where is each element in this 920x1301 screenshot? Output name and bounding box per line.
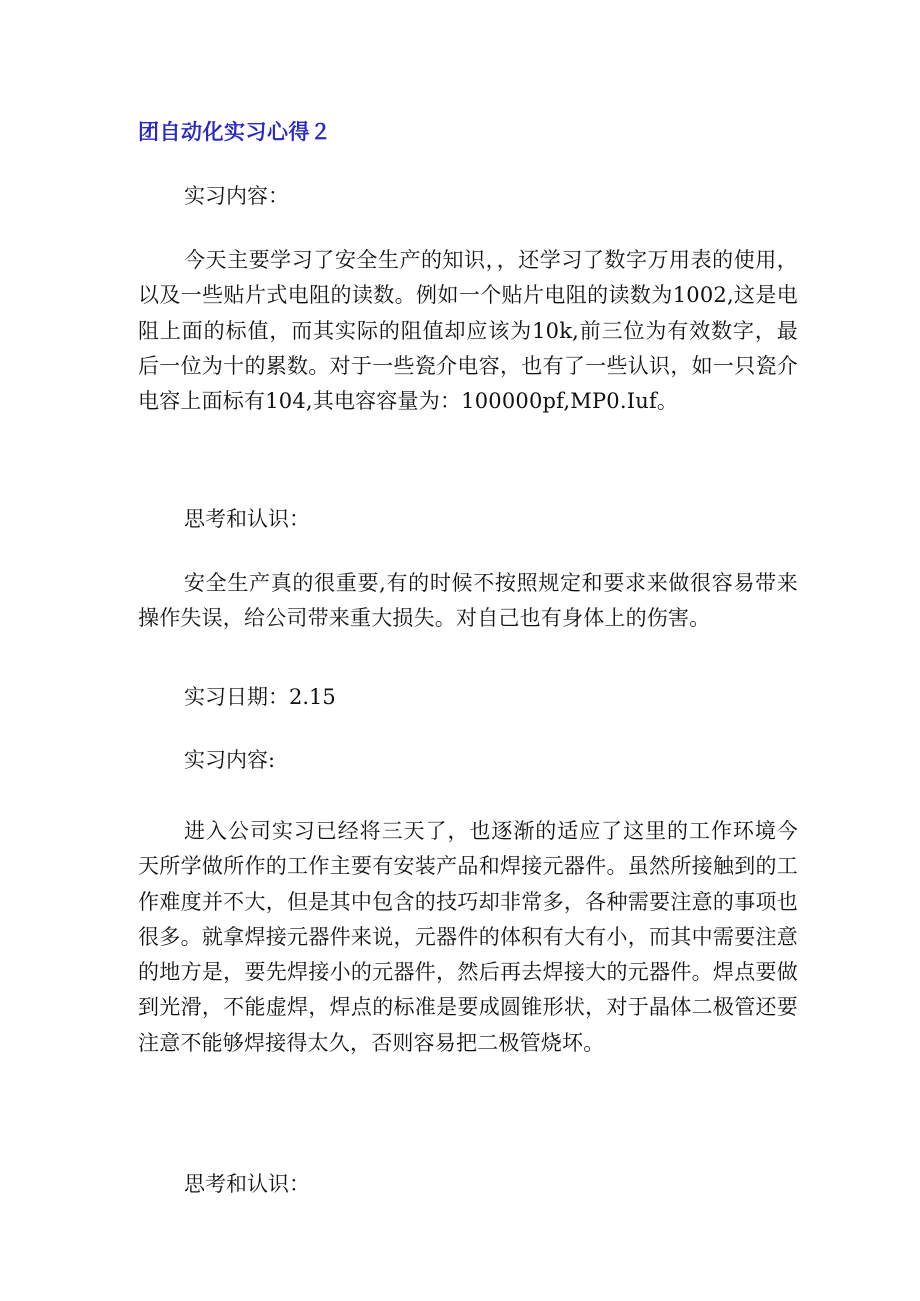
paragraph-soldering-work: 进入公司实习已经将三天了，也逐渐的适应了这里的工作环境今天所学做所作的工作主要有安装产品和焊接元器件。虽然所接触到的工作难度并不大，但是其中包含的技巧却非常多，各种需要注意的事项也很多。就拿焊接元器件来说，元器件的体积有大有小，而其中需要注意的地方是，要先焊接小的元器件，然后再去焊接大的元器件。焊点要做到光滑，不能虚焊，焊点的标准是要成圆锥形状，对于晶体二极管还要注意不能够焊接得太久，否则容易把二极管烧坏。: [138, 819, 798, 1055]
section-label-reflection-1: 思考和认识：: [184, 507, 310, 531]
section-label-content-2: 实习内容:: [184, 748, 276, 772]
section-label-reflection-2: 思考和认识：: [184, 1172, 310, 1196]
section-label-date: 实习日期：2.15: [184, 685, 336, 709]
section-label-content-1: 实习内容：: [184, 184, 289, 208]
paragraph-safety-knowledge: 今天主要学习了安全生产的知识，，还学习了数字万用表的使用，以及一些贴片式电阻的读数。例如一个贴片电阻的读数为1002,这是电阻上面的标值，而其实际的阻值却应该为10k,前三位为有效数字，最后一位为十的累数。对于一些瓷介电容，也有了一些认识，如一只瓷介电容上面标有104,其电容容量为：100000pf,MP0.Iuf。: [138, 248, 798, 414]
document-title: 团自动化实习心得２: [138, 120, 332, 144]
paragraph-safety-reflection: 安全生产真的很重要,有的时候不按照规定和要求来做很容易带来操作失误，给公司带来重大损失。对自己也有身体上的伤害。: [138, 571, 798, 631]
